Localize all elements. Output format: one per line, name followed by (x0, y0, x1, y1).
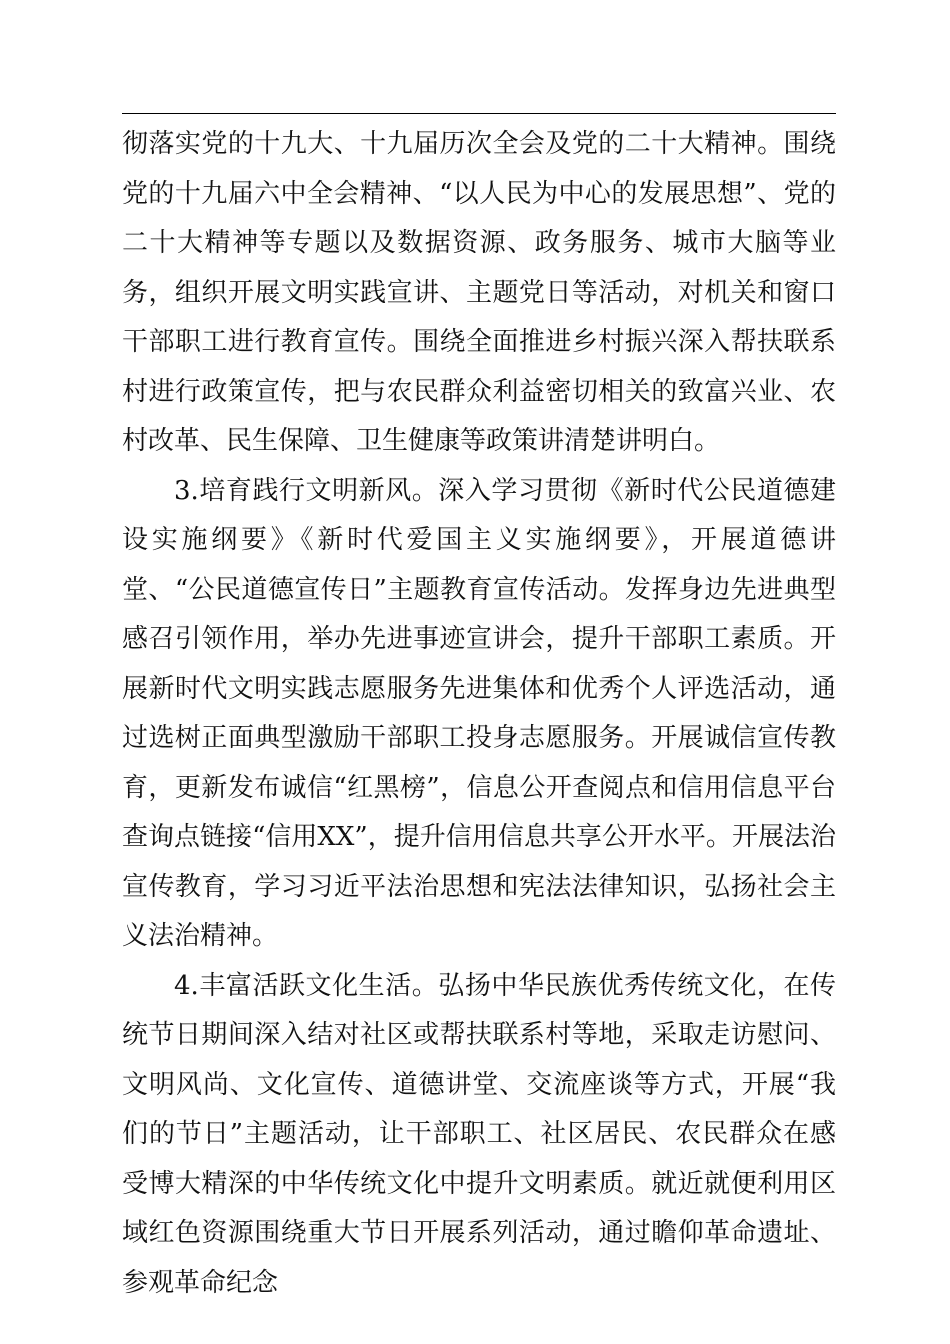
paragraph-item-4: 4.丰富活跃文化生活。弘扬中华民族优秀传统文化，在传统节日期间深入结对社区或帮扶联系村等地，采取走访慰问、文明风尚、文化宣传、道德讲堂、交流座谈等方式，开展“我们的节日”主题活动，让干部职工、社区居民、农民群众在感受博大精深的中华传统文化中提升文明素质。就近就便利用区域红色资源围绕重大节日开展系列活动，通过瞻仰革命遗址、参观革命纪念 (122, 970, 836, 1298)
paragraph-continued: 彻落实党的十九大、十九届历次全会及党的二十大精神。围绕党的十九届六中全会精神、“以人民为中心的发展思想”、党的二十大精神等专题以及数据资源、政务服务、城市大脑等业务，组织开展文明实践宣讲、主题党日等活动，对机关和窗口干部职工进行教育宣传。围绕全面推进乡村振兴深入帮扶联系村进行政策宣传，把与农民群众利益密切相关的致富兴业、农村改革、民生保障、卫生健康等政策讲清楚讲明白。 (122, 129, 836, 456)
header-rule (122, 113, 836, 114)
paragraph-item-3: 3.培育践行文明新风。深入学习贯彻《新时代公民道德建设实施纲要》《新时代爱国主义实施纲要》，开展道德讲堂、“公民道德宣传日”主题教育宣传活动。发挥身边先进典型感召引领作用，举办先进事迹宣讲会，提升干部职工素质。开展新时代文明实践志愿服务先进集体和优秀个人评选活动，通过选树正面典型激励干部职工投身志愿服务。开展诚信宣传教育，更新发布诚信“红黑榜”，信息公开查阅点和信用信息平台查询点链接“信用XX”，提升信用信息共享公开水平。开展法治宣传教育，学习习近平法治思想和宪法法律知识，弘扬社会主义法治精神。 (122, 475, 836, 951)
document-body (122, 120, 836, 1308)
